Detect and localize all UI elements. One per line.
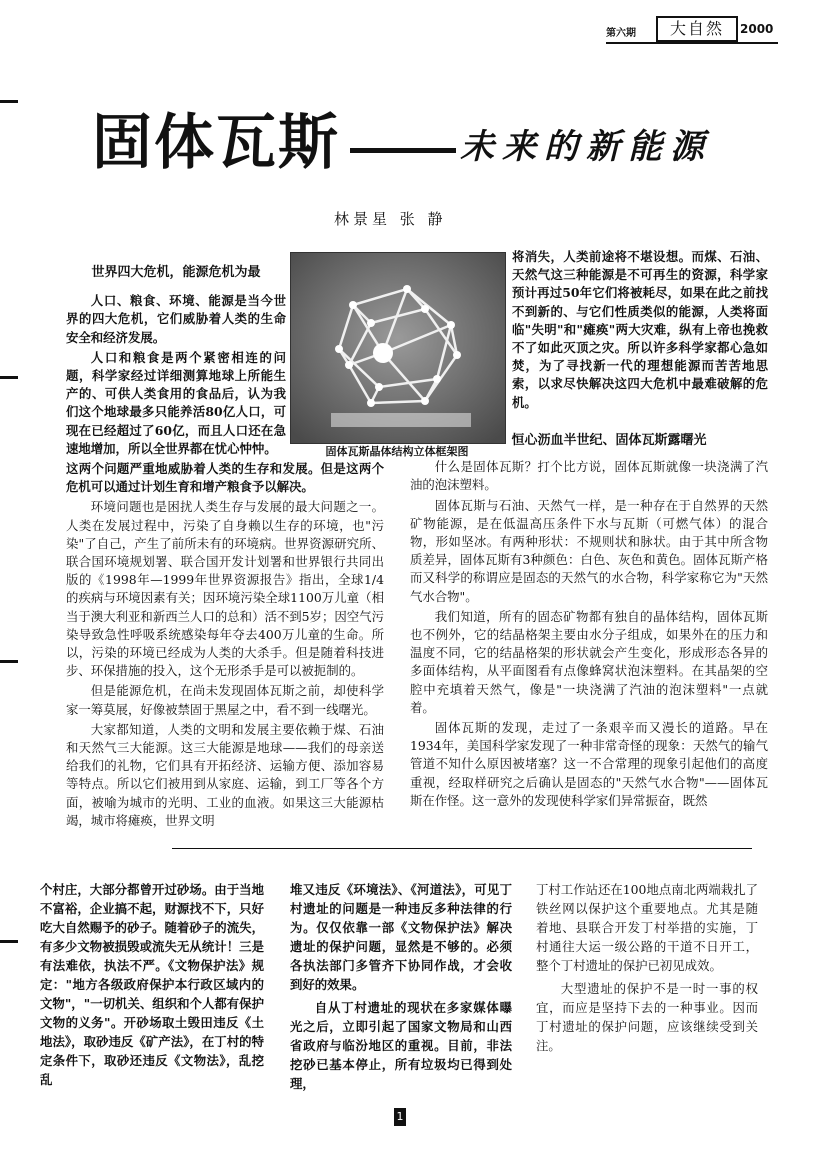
- paragraph: 什么是固体瓦斯？打个比方说，固体瓦斯就像一块浇满了汽油的泡沫塑料。: [410, 459, 768, 493]
- article-subtitle: 未来的新能源: [460, 127, 712, 167]
- paragraph: 大型遗址的保护不是一时一事的权宜，而应是坚持下去的一种事业。因而丁村遗址的保护问题，应该继续受到关注。: [536, 981, 758, 1053]
- figure-caption: 固体瓦斯晶体结构立体框架图: [325, 445, 469, 458]
- right-column-top: [512, 248, 768, 414]
- page-number: 1: [394, 1108, 406, 1126]
- section-heading-crisis: 世界四大危机，能源危机为最: [91, 265, 261, 280]
- paragraph: 人口和粮食是两个紧密相连的问题，科学家经过详细测算地球上所能生产的、可供人类食用的食品后，认为我们这个地球最多只能养活80亿人口，可现在已经超过了60亿，而且人口还在急速地增加，所以全世界都在忧心忡忡。: [66, 349, 286, 456]
- left-column-body: [66, 460, 384, 832]
- left-column-top: [66, 265, 286, 460]
- margin-mark: [0, 940, 18, 943]
- header-rule: [606, 42, 778, 44]
- crystal-frame-illustration: [291, 253, 505, 443]
- journal-year: 2000: [740, 22, 774, 36]
- paragraph: 大家都知道，人类的文明和发展主要依赖于煤、石油和天然气三大能源。这三大能源是地球——我们的母亲送给我们的礼物，它们具有开拓经济、运输方便、添加容易等特点。所以它们被用到从家庭、运输，到工厂等各个方面，被喻为城市的光明、工业的血液。如果这三大能源枯竭，城市将瘫痪，世界文明: [66, 721, 384, 828]
- paragraph: 人口、粮食、环境、能源是当今世界的四大危机，它们威胁着人类的生命安全和经济发展。: [66, 293, 286, 345]
- article-title: 固体瓦斯: [92, 108, 340, 178]
- paragraph: 这两个问题严重地威胁着人类的生存和发展。但是这两个危机可以通过计划生育和增产粮食予以解决。: [66, 461, 384, 495]
- paragraph: 环境问题也是困扰人类生存与发展的最大问题之一。人类在发展过程中，污染了自身赖以生存的环境，也"污染"了自己，产生了前所未有的环境病。世界资源研究所、联合国环境规划署、联合国开发计划署和世界银行共同出版的《1998年—1999年世界资源报告》指出，全球1/4的疾病与环境因素有关；因环境污染全球1100万儿童（相当于澳大利亚和新西兰人口的总和）活不到5岁；因空气污染导致急性呼吸系统感染每年夺去400万儿童的生命。所以，污染的环境已经成为人类的大杀手。但是随着科技进步、环保措施的投入，这个无形杀手是可以被扼制的。: [66, 499, 384, 679]
- right-column-body: [410, 433, 768, 812]
- bottom-column-3: [536, 880, 758, 1059]
- section-heading-discovery: 恒心沥血半世纪、固体瓦斯露曙光: [511, 433, 707, 448]
- margin-mark: [0, 660, 18, 663]
- crystal-structure-photo: [290, 252, 506, 444]
- issue-label: 第六期: [606, 28, 636, 39]
- paragraph: 固体瓦斯与石油、天然气一样，是一种存在于自然界的天然矿物能源，是在低温高压条件下水与瓦斯（可燃气体）的混合物，形如坚冰。有两种形状：不规则状和脉状。由于其中所含物质差异，固体瓦斯有3种颜色：白色、灰色和黄色。固体瓦斯产格而又科学的称谓应是固态的天然气的水合物，科学家称它为"天然气水合物"。: [410, 497, 768, 604]
- article-authors: 林景星 张 静: [334, 210, 447, 228]
- paragraph: 我们知道，所有的固态矿物都有独自的晶体结构，固体瓦斯也不例外，它的结晶格架主要由水分子组成，如果外在的压力和温度不同，它的结晶格架的形状就会产生变化，形成形态各异的多面体结构，从平面图看有点像蜂窝状泡沫塑料。在其晶架的空腔中充填着天然气，像是"一块浇满了汽油的泡沫塑料"一点就着。: [410, 608, 768, 715]
- title-dash: [350, 148, 456, 153]
- bottom-column-2: [290, 880, 512, 1097]
- paragraph: 个村庄，大部分都曾开过砂场。由于当地不富裕，企业搞不起，财源找不下，只好吃大自然赐予的砂子。随着砂子的流失，有多少文物被损毁或流失无从统计！三是有法难依，执法不严。《文物保护法》规定："地方各级政府保护本行政区域内的文物"，"一切机关、组织和个人都有保护文物的义务"。开砂场取土毁田违反《土地法》，取砂违反《矿产法》，在丁村的特定条件下，取砂还违反《文物法》，乱挖乱: [40, 882, 264, 1087]
- paragraph: 丁村工作站还在100地点南北两端栽扎了铁丝网以保护这个重要地点。尤其是随着地、县联合开发丁村举措的实施，丁村通往大运一级公路的干道不日开工，整个丁村遗址的保护已初见成效。: [536, 882, 758, 973]
- bottom-column-1: [40, 880, 264, 1093]
- journal-name: 大自然: [656, 16, 738, 42]
- paragraph: 但是能源危机，在尚未发现固体瓦斯之前，却使科学家一筹莫展，好像被禁固于黑屋之中，看不到一线曙光。: [66, 683, 384, 717]
- paragraph: 自从丁村遗址的现状在多家媒体曝光之后，立即引起了国家文物局和山西省政府与临汾地区的重视。目前，非法挖砂已基本停止，所有垃圾均已得到处理，: [290, 1000, 512, 1091]
- margin-mark: [0, 376, 18, 379]
- paragraph: 固体瓦斯的发现，走过了一条艰辛而又漫长的道路。早在1934年，美国科学家发现了一种非常奇怪的现象：天然气的输气管道不知什么原因被堵塞？这一不合常理的现象引起他们的高度重视，经取样研究之后确认是固态的"天然气水合物"——固体瓦斯在作怪。这一意外的发现使科学家们异常振奋，既然: [410, 720, 768, 808]
- paragraph: 将消失，人类前途将不堪设想。而煤、石油、天然气这三种能源是不可再生的资源，科学家预计再过50年它们将被耗尽，如果在此之前找不到新的、与它们性质类似的能源，人类将面临"失明"和"瘫痪"两大灾难，纵有上帝也挽救不了如此灭顶之灾。所以许多科学家都心急如焚，为了寻找新一代的理想能源而苦苦地思索，以求尽快解决这四大危机中最难破解的危机。: [512, 249, 768, 410]
- paragraph: 堆又违反《环境法》、《河道法》，可见丁村遗址的问题是一种违反多种法律的行为。仅仅依靠一部《文物保护法》解决遗址的保护问题，显然是不够的。必须各执法部门多管齐下协同作战，才会收到好的效果。: [290, 882, 512, 992]
- section-divider: [172, 848, 752, 849]
- margin-mark: [0, 100, 18, 103]
